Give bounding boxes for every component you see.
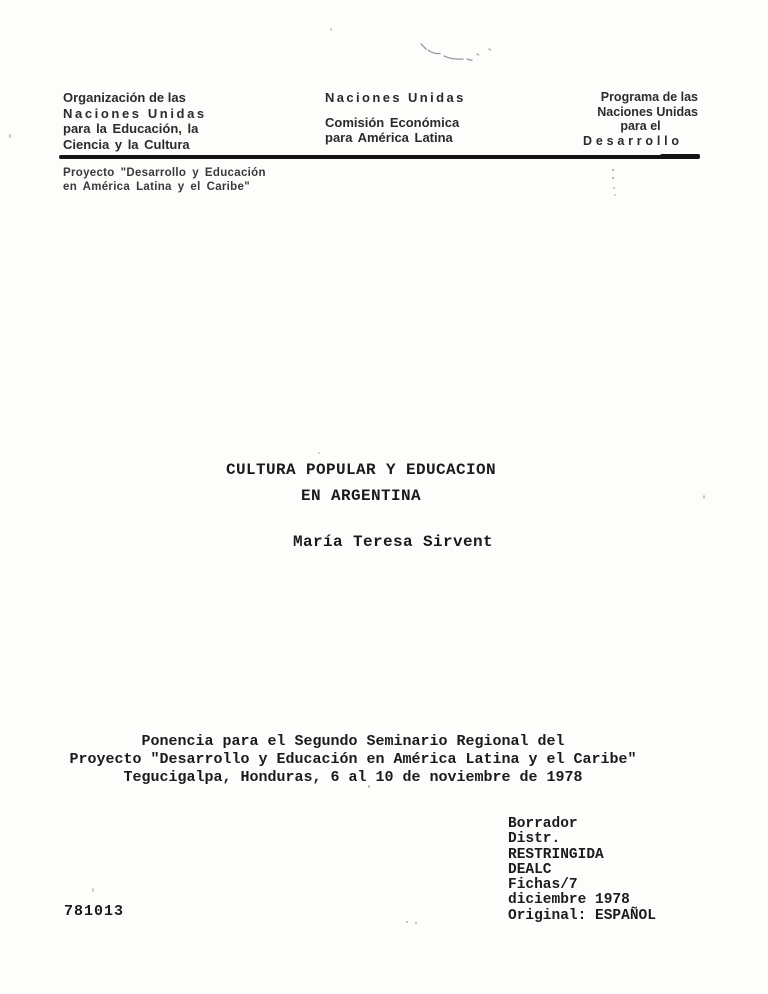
event-line: Proyecto "Desarrollo y Educación en América Latina y el Caribe" xyxy=(69,750,637,768)
letterhead-line: Desarrollo xyxy=(583,133,683,148)
project-line: Proyecto "Desarrollo y Educación xyxy=(63,167,266,179)
letterhead-line: para la Educación, la xyxy=(63,121,199,136)
doc-original-language: Original: ESPAÑOL xyxy=(508,907,656,924)
event-line: Ponencia para el Segundo Seminario Regional del xyxy=(141,733,565,750)
letterhead-line: Naciones Unidas xyxy=(325,90,466,105)
doc-fiche-number: Fichas/7 xyxy=(508,877,578,894)
scan-speck xyxy=(612,177,614,179)
title-line-1: CULTURA POPULAR Y EDUCACION xyxy=(225,461,497,479)
pnud-letterhead-block xyxy=(583,90,698,148)
scan-speck xyxy=(703,495,705,499)
doc-series: DEALC xyxy=(508,861,552,878)
scan-speck xyxy=(614,194,616,196)
letterhead-line: Naciones Unidas xyxy=(63,105,207,121)
un-cepal-letterhead-block xyxy=(325,90,465,145)
distribution-info-block xyxy=(508,817,656,924)
doc-distr-type: RESTRINGIDA xyxy=(508,846,604,863)
pencil-squiggle-mark xyxy=(415,40,500,68)
letterhead-line: Organización de las xyxy=(63,90,186,105)
scan-speck xyxy=(330,28,332,31)
scan-speck xyxy=(406,921,408,923)
letterhead-line: para el xyxy=(620,119,661,133)
scan-speck xyxy=(318,452,320,454)
scan-speck xyxy=(9,134,11,138)
title-line-2: EN ARGENTINA xyxy=(300,487,422,505)
scan-speck xyxy=(612,169,614,171)
project-name-block xyxy=(63,166,266,194)
doc-date: diciembre 1978 xyxy=(508,892,630,909)
scan-speck xyxy=(613,187,615,189)
scan-speck xyxy=(368,785,370,788)
letterhead-line: Programa de las xyxy=(600,90,698,104)
event-line: Tegucigalpa, Honduras, 6 al 10 de noviembre de 1978 xyxy=(123,768,583,786)
event-description-block xyxy=(0,733,706,786)
letterhead-line: para América Latina xyxy=(325,130,453,145)
document-title xyxy=(0,457,722,509)
document-number: 781013 xyxy=(64,903,125,920)
unesco-letterhead-block xyxy=(63,90,228,152)
doc-distr-label: Distr. xyxy=(508,831,561,848)
letterhead-line: Comisión Económica xyxy=(325,115,460,130)
scan-speck xyxy=(92,888,94,892)
letterhead-divider-rule xyxy=(59,155,698,159)
author-name: María Teresa Sirvent xyxy=(292,533,494,551)
scan-speck xyxy=(415,922,417,924)
letterhead-line: Ciencia y la Cultura xyxy=(63,136,190,152)
project-line: en América Latina y el Caribe" xyxy=(63,181,250,193)
doc-status: Borrador xyxy=(508,816,578,832)
letterhead-line: Naciones Unidas xyxy=(597,104,698,119)
